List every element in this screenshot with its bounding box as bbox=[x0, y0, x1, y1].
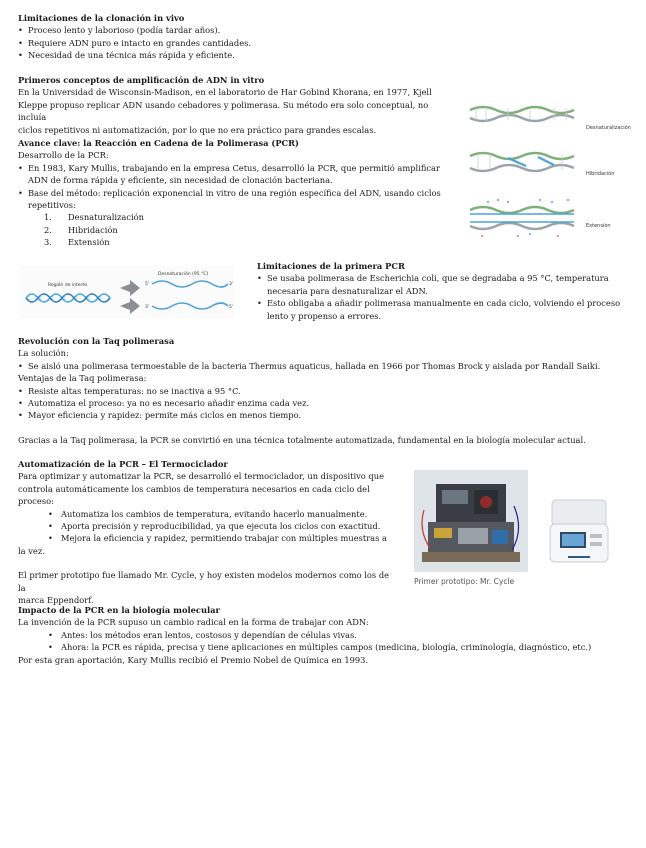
list-item: • Requiere ADN puro e intacto en grandes cantidades. bbox=[18, 37, 628, 49]
dna-helix-illustration bbox=[20, 266, 234, 318]
paragraph-line: Para optimizar y automatizar la PCR, se desarrolló el termociclador, un dispositivo que bbox=[18, 471, 384, 482]
list-item: • Necesidad de una técnica más rápida y eficiente. bbox=[18, 49, 628, 61]
paragraph: La invención de la PCR supuso un cambio radical en la forma de trabajar con ADN: bbox=[18, 617, 369, 628]
paragraph: Ventajas de la Taq polimerasa: bbox=[18, 373, 147, 384]
section-title: Avance clave: la Reacción en Cadena de la Polimerasa (PCR) bbox=[18, 138, 299, 148]
list-item: 2. Hibridación bbox=[44, 224, 118, 235]
paragraph-line: proceso: bbox=[18, 496, 54, 507]
list-item: • Antes: los métodos eran lentos, costosos y dependían de células vivas. bbox=[18, 629, 628, 641]
paragraph-line: Kleppe propuso replicar ADN usando cebadores y polimerasa. Su método era solo conceptual, no incluía bbox=[18, 99, 429, 123]
figure-label: Desnaturalización bbox=[586, 125, 631, 131]
list-item: • Esto obligaba a añadir polimerasa manualmente en cada ciclo, volviendo el proceso lento y propenso a errores. bbox=[257, 297, 632, 322]
paragraph: Desarrollo de la PCR: bbox=[18, 150, 109, 161]
paragraph: Por esta gran aportación, Kary Mullis recibió el Premio Nobel de Química en 1993. bbox=[18, 654, 369, 665]
list-item: • Automatiza los cambios de temperatura, evitando hacerlo manualmente. bbox=[18, 508, 396, 520]
strand-end-label: 3' bbox=[229, 282, 234, 287]
denaturation-figure bbox=[20, 266, 234, 318]
list-item: • Mayor eficiencia y rapidez: permite más ciclos en menos tiempo. bbox=[18, 409, 628, 421]
list-item: • Proceso lento y laborioso (podía tardar años). bbox=[18, 24, 628, 36]
section-thermocycler bbox=[18, 458, 396, 606]
list-item: • Se aisló una polimerasa termoestable de la bacteria Thermus aquaticus, hallada en 1966 por Thomas Brock y aislada por Randall Saiki. bbox=[18, 360, 628, 372]
list-item: • Se usaba polimerasa de Escherichia coli, que se degradaba a 95 °C, temperatura necesaria para desnaturalizar el ADN. bbox=[257, 272, 632, 297]
modern-thermocycler-image bbox=[548, 494, 610, 566]
list-item: • Aporta precisión y reproducibilidad, ya que ejecuta los ciclos con exactitud. bbox=[18, 520, 396, 532]
paragraph-line: marca Eppendorf. bbox=[18, 595, 94, 606]
paragraph-line: controla automáticamente los cambios de temperatura necesarios en cada ciclo del bbox=[18, 483, 370, 494]
section-first-pcr-limits bbox=[257, 260, 632, 322]
pcr-steps-list bbox=[18, 211, 458, 248]
strand-end-label: 3' bbox=[145, 305, 150, 310]
photo-caption: Primer prototipo: Mr. Cycle bbox=[414, 577, 515, 586]
paragraph: Gracias a la Taq polimerasa, la PCR se convirtió en una técnica totalmente automatizada, fundamental en la biología molecular actual. bbox=[18, 434, 586, 445]
prototype-machine-image bbox=[414, 470, 528, 572]
strand-end-label: 5' bbox=[229, 305, 234, 310]
section-title: Primeros conceptos de amplificación de ADN in vitro bbox=[18, 75, 265, 85]
figure-label: Región de interés bbox=[48, 283, 88, 288]
list-item: • Automatiza el proceso: ya no es necesario añadir enzima cada vez. bbox=[18, 397, 628, 409]
paragraph-line: la vez. bbox=[18, 545, 45, 556]
list-item: • En 1983, Kary Mullis, trabajando en la empresa Cetus, desarrolló la PCR, que permitió amplificar ADN de forma rápida y eficiente, sin necesidad de clonación bacteriana. bbox=[18, 162, 458, 187]
figure-label: Extensión bbox=[586, 223, 611, 229]
section-impact bbox=[18, 604, 628, 666]
list-item: • Resiste altas temperaturas: no se inactiva a 95 °C. bbox=[18, 385, 628, 397]
list-item: • Ahora: la PCR es rápida, precisa y tiene aplicaciones en múltiples campos (medicina, biología, criminología, diagnóstico, etc.) bbox=[18, 641, 628, 653]
list-item: 3. Extensión bbox=[44, 237, 110, 248]
strand-end-label: 5' bbox=[145, 282, 150, 287]
figure-label: Desnaturación (95 °C) bbox=[158, 272, 209, 277]
section-title: Automatización de la PCR – El Termociclador bbox=[18, 459, 228, 469]
paragraph: La solución: bbox=[18, 348, 69, 359]
figure-label: Hibridación bbox=[586, 171, 615, 177]
list-item: • Base del método: replicación exponencial in vitro de una región específica del ADN, usando ciclos repetitivos: bbox=[18, 187, 458, 212]
mr-cycle-photo bbox=[414, 470, 528, 572]
section-title: Impacto de la PCR en la biología molecular bbox=[18, 605, 220, 615]
section-title: Limitaciones de la primera PCR bbox=[257, 261, 405, 271]
section-cloning-limits bbox=[18, 12, 628, 62]
list-item: 1. Desnaturalización bbox=[44, 212, 144, 223]
section-taq bbox=[18, 335, 628, 446]
section-title: Revolución con la Taq polimerasa bbox=[18, 336, 175, 346]
pcr-steps-figure bbox=[468, 96, 631, 244]
paragraph-line: En la Universidad de Wisconsin-Madison, en el laboratorio de Har Gobind Khorana, en 1977, Kjell bbox=[18, 87, 432, 98]
section-pcr-breakthrough bbox=[18, 137, 458, 249]
paragraph-line: ciclos repetitivos ni automatización, por lo que no era práctico para grandes escalas. bbox=[18, 124, 377, 135]
section-title: Limitaciones de la clonación in vivo bbox=[18, 13, 185, 23]
dna-steps-illustration bbox=[468, 96, 578, 244]
section-first-concepts bbox=[18, 74, 458, 136]
eppendorf-photo bbox=[548, 494, 610, 566]
list-item: • Mejora la eficiencia y rapidez, permitiendo trabajar con múltiples muestras a bbox=[18, 532, 396, 544]
paragraph-line: El primer prototipo fue llamado Mr. Cycle, y hoy existen modelos modernos como los de la bbox=[18, 570, 390, 593]
